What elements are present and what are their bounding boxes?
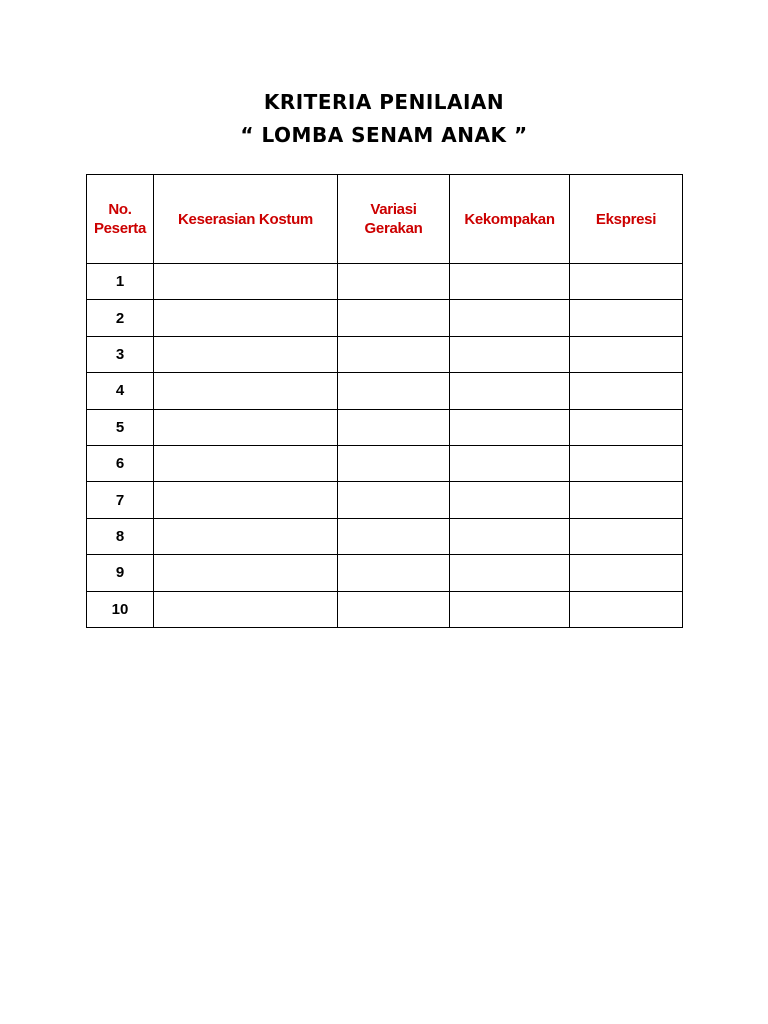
cell-kekompakan (450, 264, 570, 300)
table-row (87, 555, 683, 591)
cell-keserasian-kostum (154, 336, 338, 372)
participant-number: 3 (87, 336, 154, 372)
cell-ekspresi (570, 409, 683, 445)
cell-variasi-gerakan (338, 300, 450, 336)
table-row (87, 518, 683, 554)
header-ekspresi (570, 175, 683, 264)
table-row (87, 445, 683, 481)
cell-kekompakan (450, 300, 570, 336)
cell-kekompakan (450, 518, 570, 554)
header-variasi-gerakan (338, 175, 450, 264)
page-subtitle: “ LOMBA SENAM ANAK ” (240, 123, 528, 147)
cell-kekompakan (450, 555, 570, 591)
cell-ekspresi (570, 591, 683, 627)
cell-keserasian-kostum (154, 591, 338, 627)
cell-ekspresi (570, 373, 683, 409)
table-row (87, 336, 683, 372)
participant-number: 1 (87, 264, 154, 300)
participant-number: 5 (87, 409, 154, 445)
cell-ekspresi (570, 445, 683, 481)
cell-variasi-gerakan (338, 264, 450, 300)
cell-variasi-gerakan (338, 373, 450, 409)
cell-kekompakan (450, 336, 570, 372)
table-row (87, 264, 683, 300)
cell-variasi-gerakan (338, 518, 450, 554)
header-variasi-line2: Gerakan (364, 220, 423, 237)
cell-kekompakan (450, 445, 570, 481)
cell-kekompakan (450, 591, 570, 627)
cell-kekompakan (450, 373, 570, 409)
participant-number: 8 (87, 518, 154, 554)
criteria-table (86, 174, 683, 628)
cell-keserasian-kostum (154, 445, 338, 481)
cell-ekspresi (570, 300, 683, 336)
cell-variasi-gerakan (338, 336, 450, 372)
table-row (87, 591, 683, 627)
header-no-peserta (87, 175, 154, 264)
participant-number: 2 (87, 300, 154, 336)
cell-kekompakan (450, 409, 570, 445)
header-keserasian-kostum (154, 175, 338, 264)
header-no-line2: Peserta (93, 220, 147, 237)
cell-variasi-gerakan (338, 409, 450, 445)
cell-ekspresi (570, 264, 683, 300)
cell-keserasian-kostum (154, 373, 338, 409)
cell-variasi-gerakan (338, 482, 450, 518)
cell-variasi-gerakan (338, 555, 450, 591)
cell-ekspresi (570, 482, 683, 518)
participant-number: 10 (87, 591, 154, 627)
table-row (87, 300, 683, 336)
table-row (87, 482, 683, 518)
header-keserasian-label: Keserasian Kostum (178, 210, 313, 228)
page-title: KRITERIA PENILAIAN (263, 90, 505, 114)
cell-ekspresi (570, 518, 683, 554)
cell-ekspresi (570, 336, 683, 372)
header-no-line1: No. (108, 201, 132, 218)
cell-variasi-gerakan (338, 445, 450, 481)
cell-keserasian-kostum (154, 482, 338, 518)
participant-number: 4 (87, 373, 154, 409)
cell-keserasian-kostum (154, 264, 338, 300)
cell-variasi-gerakan (338, 591, 450, 627)
table-row (87, 373, 683, 409)
header-kekompakan (450, 175, 570, 264)
header-row (87, 175, 683, 264)
header-kekompakan-label: Kekompakan (464, 210, 555, 228)
cell-kekompakan (450, 482, 570, 518)
participant-number: 7 (87, 482, 154, 518)
cell-keserasian-kostum (154, 518, 338, 554)
cell-keserasian-kostum (154, 300, 338, 336)
table-row (87, 409, 683, 445)
cell-keserasian-kostum (154, 555, 338, 591)
participant-number: 6 (87, 445, 154, 481)
cell-keserasian-kostum (154, 409, 338, 445)
header-variasi-line1: Variasi (370, 201, 417, 218)
cell-ekspresi (570, 555, 683, 591)
participant-number: 9 (87, 555, 154, 591)
header-ekspresi-label: Ekspresi (595, 210, 657, 228)
